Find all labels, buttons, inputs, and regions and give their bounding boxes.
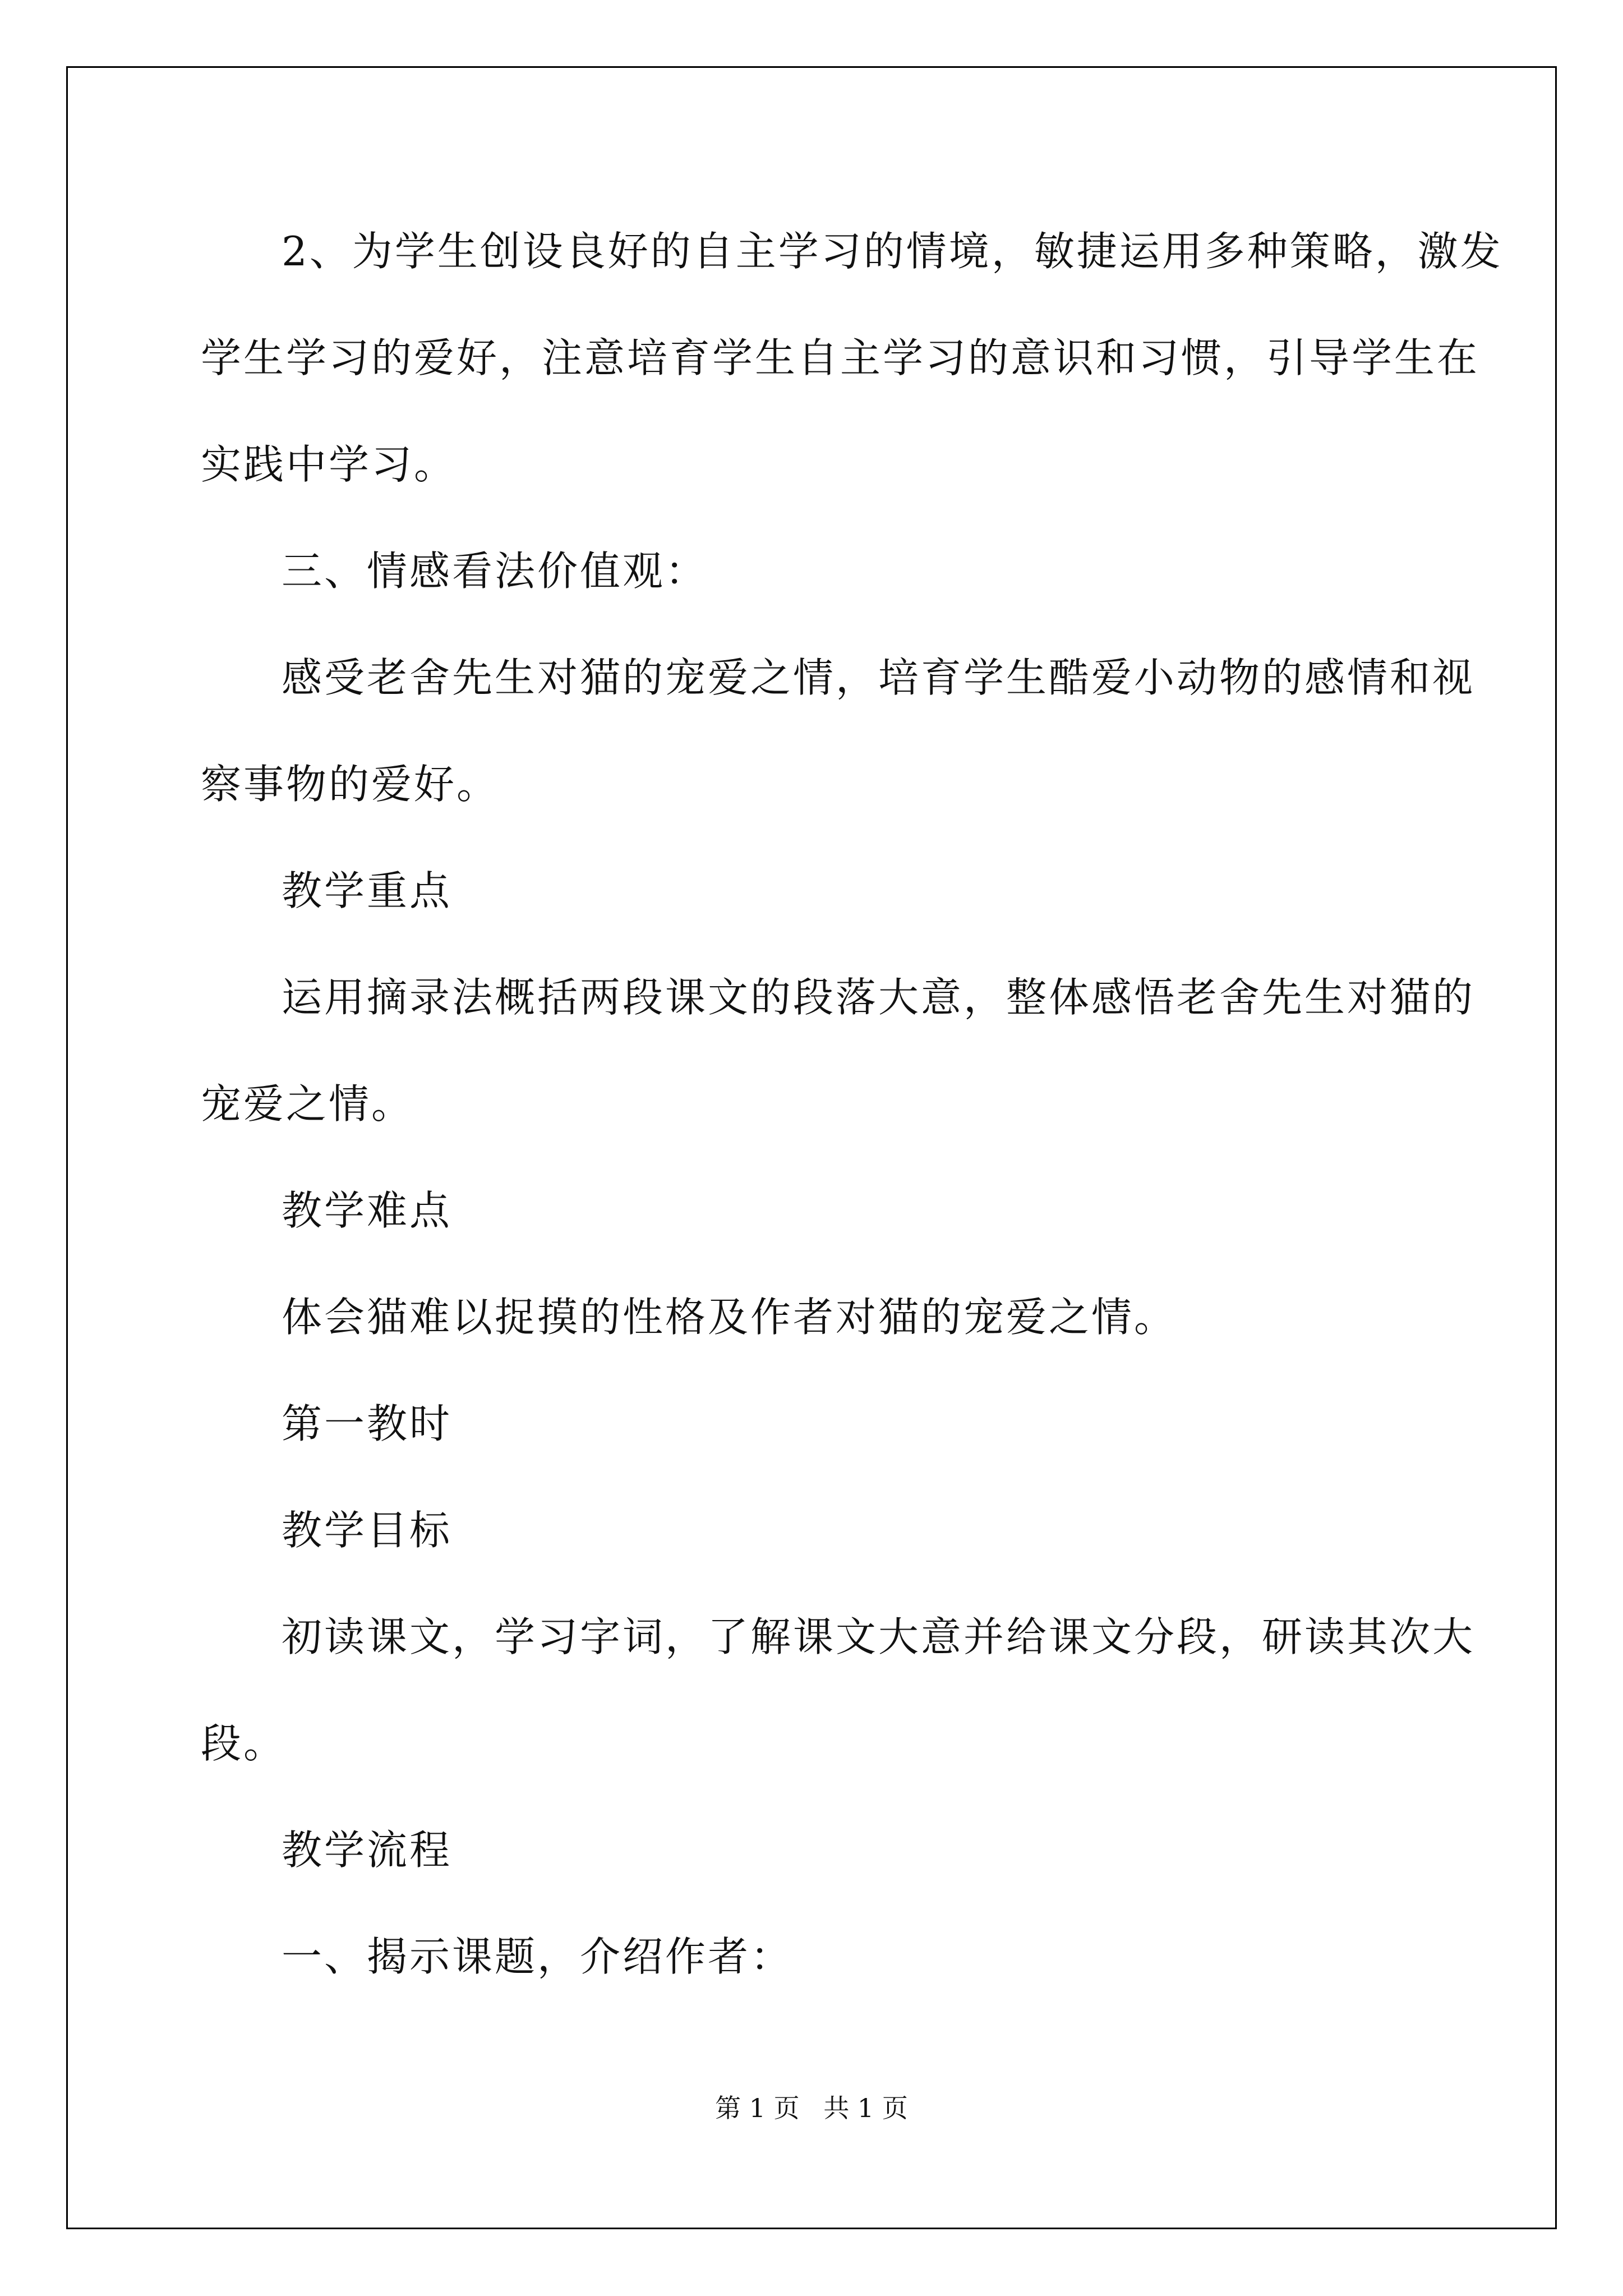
- text-line: 一、揭示课题，介绍作者：: [282, 1933, 794, 1980]
- section-heading: 教学流程: [282, 1826, 453, 1874]
- text-line: 学生学习的爱好，注意培育学生自主学习的意识和习惯，引导学生在: [201, 334, 1480, 381]
- text-line: 体会猫难以捉摸的性格及作者对猫的宠爱之情。: [282, 1294, 1177, 1341]
- section-heading: 三、情感看法价值观：: [282, 547, 708, 595]
- text-line: 宠爱之情。: [201, 1080, 414, 1128]
- section-heading: 教学目标: [282, 1507, 453, 1554]
- page-number: 第 1 页: [715, 2093, 800, 2123]
- text-line: 初读课文，学习字词，了解课文大意并给课文分段，研读其次大: [282, 1613, 1476, 1660]
- text-line: 感受老舍先生对猫的宠爱之情，培育学生酷爱小动物的感情和视: [282, 654, 1476, 701]
- page-border: [66, 66, 1557, 2229]
- text-line: 察事物的爱好。: [201, 761, 500, 808]
- section-heading: 教学难点: [282, 1187, 453, 1234]
- section-heading: 教学重点: [282, 867, 453, 914]
- text-line: 段。: [201, 1720, 287, 1767]
- section-heading: 第一教时: [282, 1400, 453, 1447]
- page-footer: [0, 2095, 1623, 2121]
- total-pages: 共 1 页: [823, 2093, 908, 2123]
- text-line: 实践中学习。: [201, 441, 457, 488]
- text-line: 运用摘录法概括两段课文的段落大意，整体感悟老舍先生对猫的: [282, 974, 1476, 1021]
- text-line: 2、为学生创设良好的自主学习的情境，敏捷运用多种策略，激发: [282, 228, 1503, 275]
